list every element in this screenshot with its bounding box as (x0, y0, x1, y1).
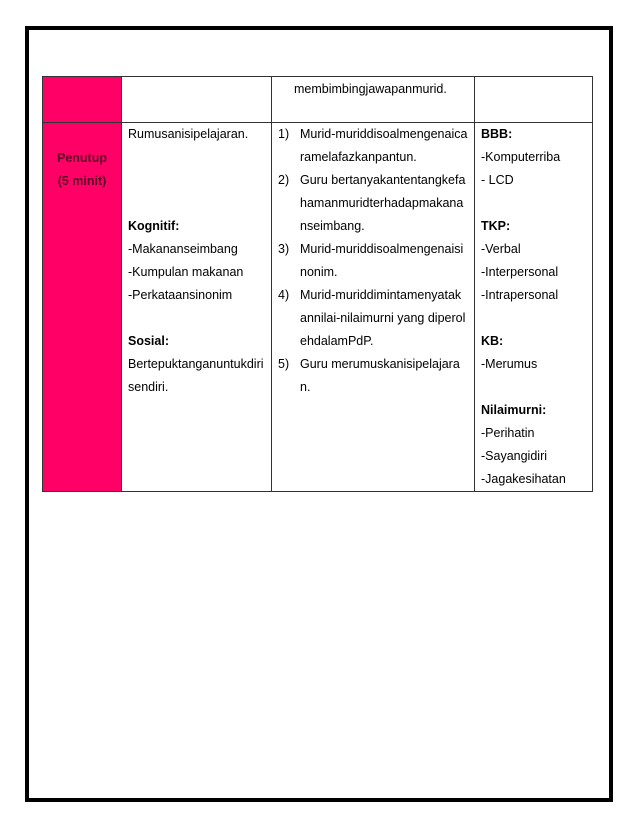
kb-item: -Merumus (481, 357, 538, 371)
list-item (278, 353, 468, 399)
bbb-item: - LCD (481, 173, 514, 187)
step-text: Murid-muriddimintamenyatakannilai-nilaimurni yang diperolehdalamPdP. (300, 288, 466, 348)
kognitif-item: -Makananseimbang (128, 242, 238, 256)
nilai-heading: Nilaimurni: (481, 403, 547, 417)
notes-cell (475, 123, 593, 492)
step-text: Guru bertanyakantentangkefahamanmuridterhadapmakananseimbang. (300, 173, 466, 233)
step-number: 1) (278, 127, 290, 141)
tkp-item: -Intrapersonal (481, 288, 559, 302)
step-number: 3) (278, 242, 290, 256)
kognitif-item: -Kumpulan makanan (128, 265, 244, 279)
nilai-item: -Sayangidiri (481, 449, 548, 463)
step-number: 4) (278, 288, 290, 302)
stage-name: Penutup (57, 151, 107, 165)
activity-cell (272, 123, 475, 492)
tkp-item: -Verbal (481, 242, 521, 256)
notes-cell (475, 77, 593, 123)
kognitif-item: -Perkataansinonim (128, 288, 233, 302)
list-item (278, 284, 468, 353)
nilai-item: -Perihatin (481, 426, 535, 440)
stage-time: (5 minit) (57, 174, 107, 188)
step-text: Murid-muriddisoalmengenaicaramelafazkanpantun. (300, 127, 468, 164)
nilai-item: -Jagakesihatan (481, 472, 566, 486)
activity-list (278, 123, 468, 399)
step-text: Murid-muriddisoalmengenaisinonim. (300, 242, 464, 279)
sosial-heading: Sosial: (128, 334, 169, 348)
step-number: 2) (278, 173, 290, 187)
tkp-item: -Interpersonal (481, 265, 559, 279)
sosial-text: Bertepuktanganuntukdiri sendiri. (128, 357, 264, 394)
activity-text: membimbingjawapanmurid. (294, 82, 447, 96)
table-row (43, 123, 593, 492)
list-item (278, 238, 468, 284)
list-item (278, 169, 468, 238)
bbb-heading: BBB: (481, 127, 513, 141)
tkp-heading: TKP: (481, 219, 511, 233)
step-number: 5) (278, 357, 290, 371)
lesson-plan-table (42, 76, 593, 492)
kb-heading: KB: (481, 334, 504, 348)
stage-cell (43, 123, 122, 492)
stage-cell (43, 77, 122, 123)
list-item (278, 123, 468, 169)
content-intro: Rumusanisipelajaran. (128, 127, 249, 141)
content-cell (122, 123, 272, 492)
step-text: Guru merumuskanisipelajaran. (300, 357, 460, 394)
activity-cell (272, 77, 475, 123)
table-row (43, 77, 593, 123)
content-cell (122, 77, 272, 123)
bbb-item: -Komputerriba (481, 150, 561, 164)
kognitif-heading: Kognitif: (128, 219, 180, 233)
